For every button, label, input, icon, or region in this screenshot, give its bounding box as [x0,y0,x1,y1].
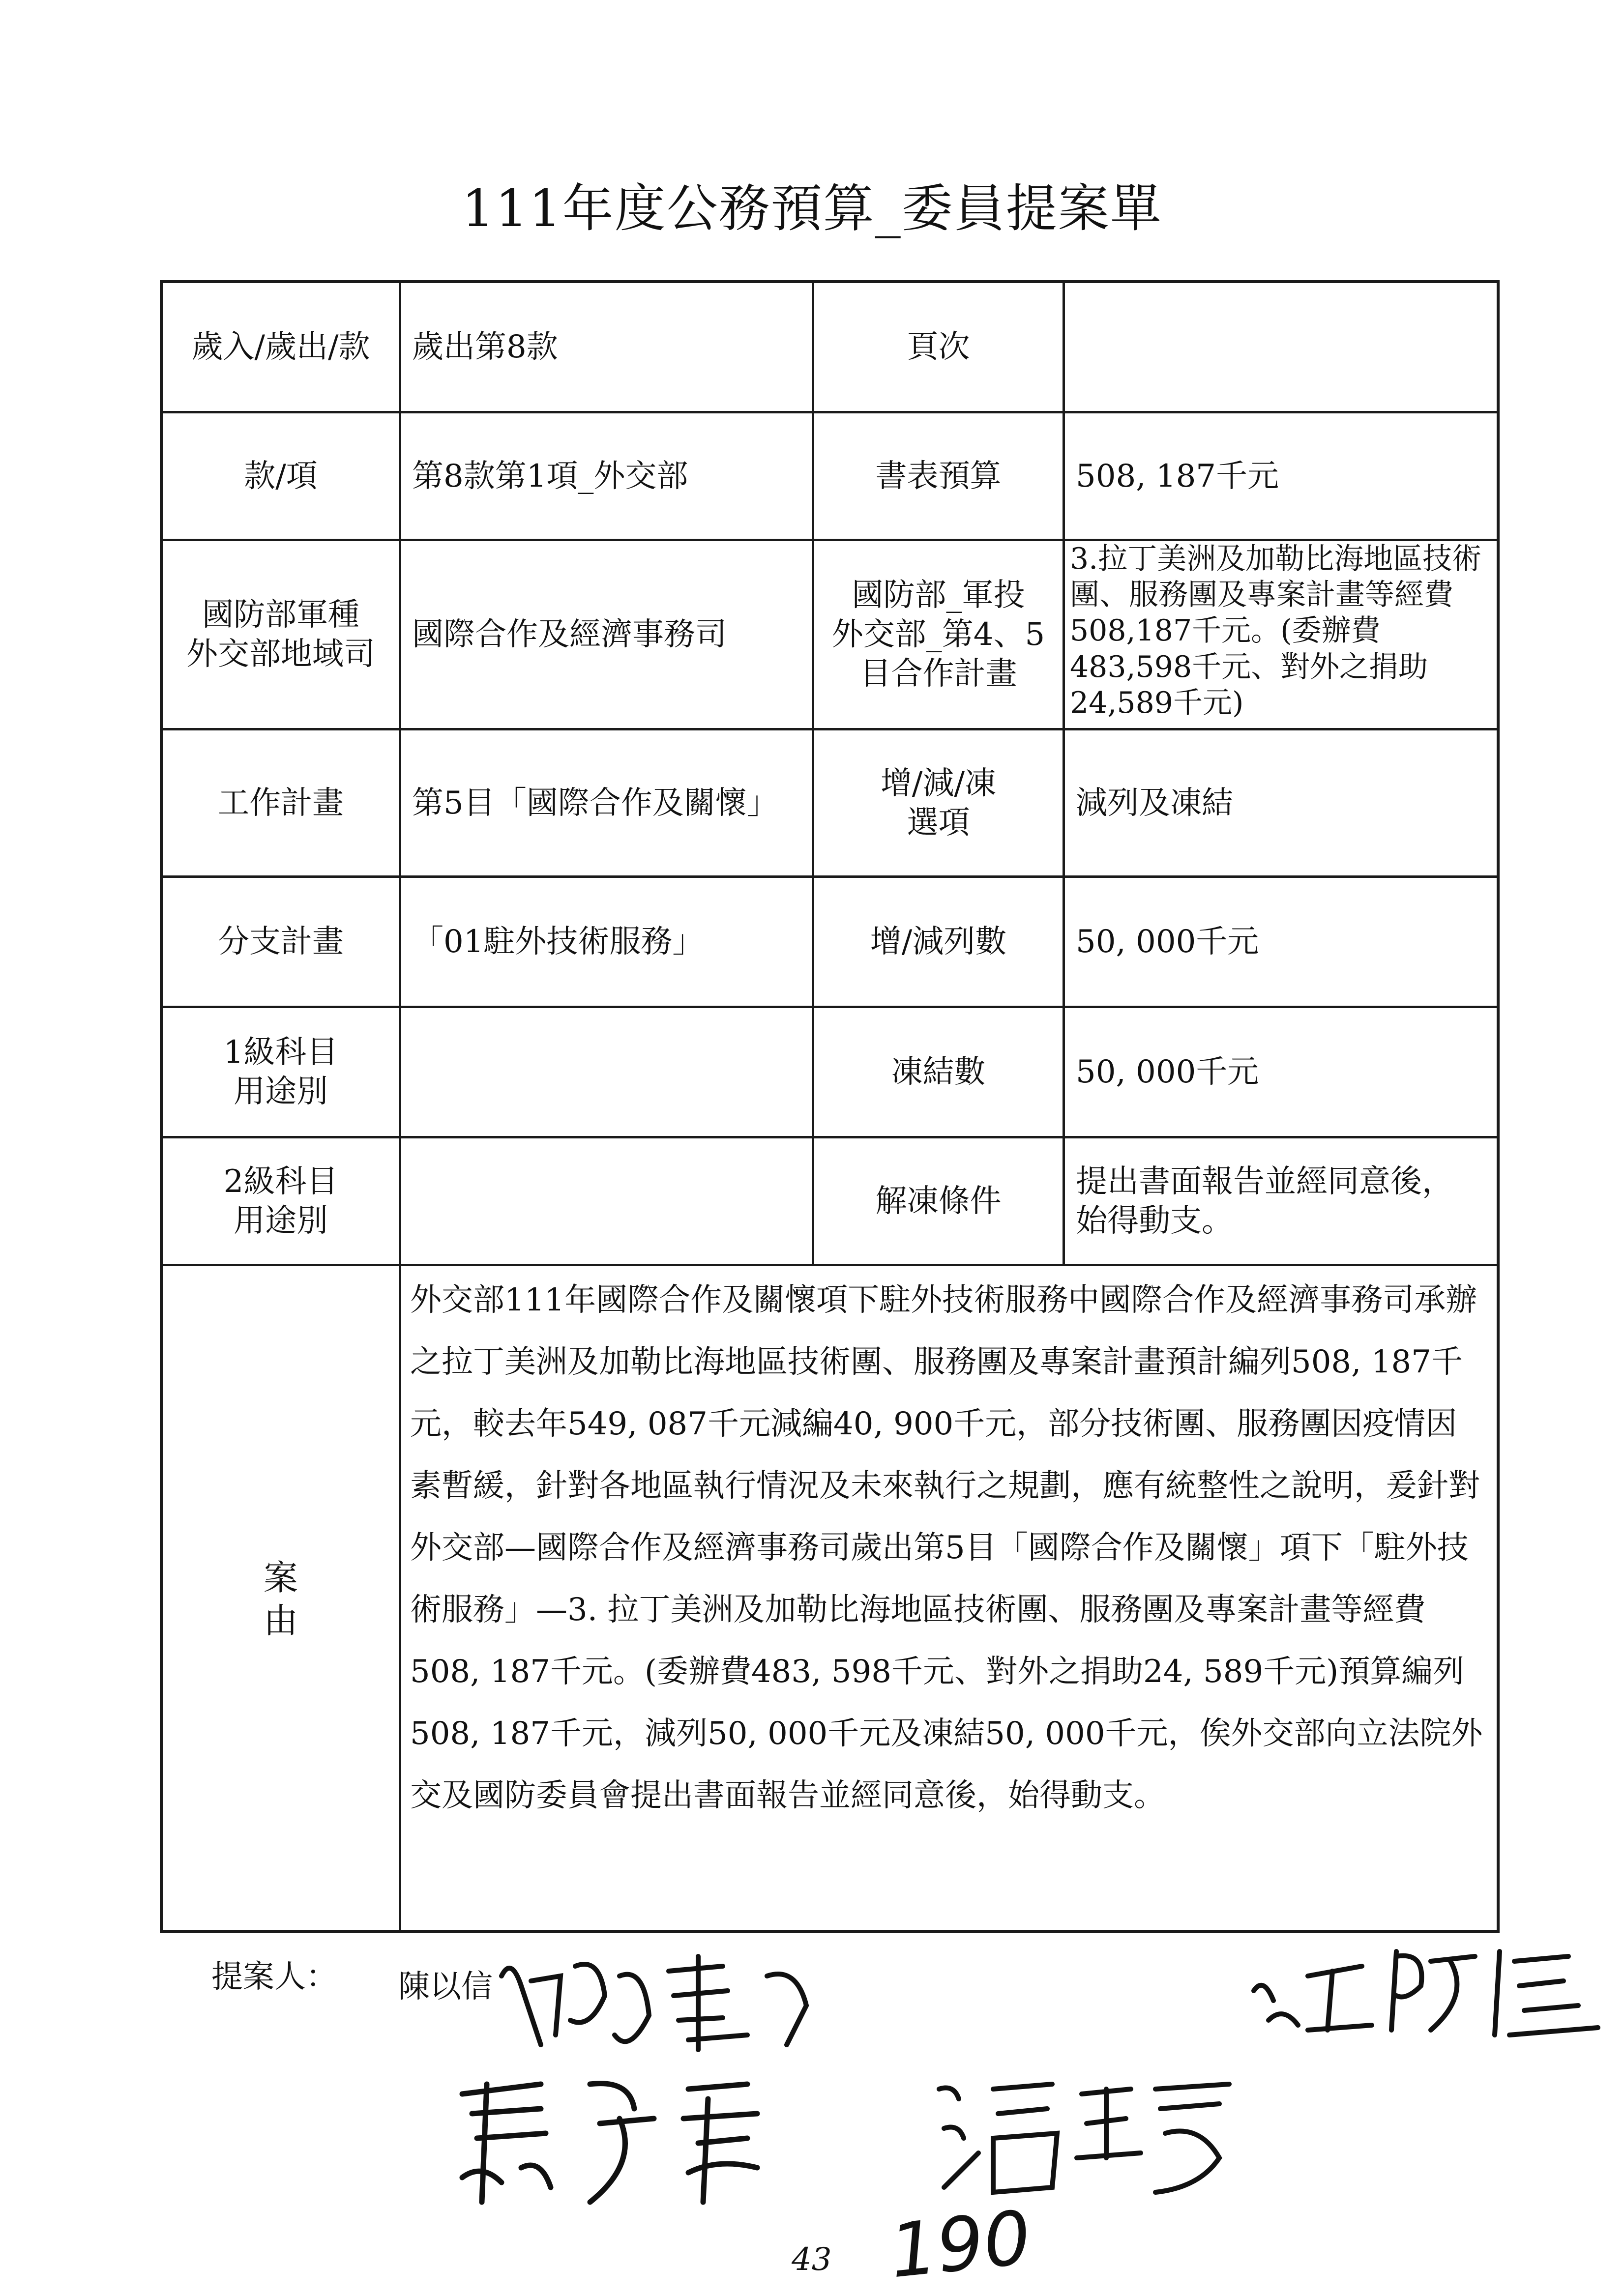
value-cooperation-plan: 3.拉丁美洲及加勒比海地區技術團、服務團及專案計畫等經費508,187千元。(委辦費483,598千元、對外之捐助24,589千元) [1070,542,1482,720]
label-level2-subject: 2級科目 用途別 [223,1163,338,1239]
page-title: 111年度公務預算_委員提案單 [462,178,1162,238]
label-section-item: 款/項 [244,458,318,494]
page-mark: 43 [792,2241,832,2278]
proposal-form-table [160,280,1500,1933]
page-number: 190 [886,2195,1035,2295]
label-level1-subject: 1級科目 用途別 [223,1034,338,1110]
value-work-plan: 第5目「國際合作及關懷」 [412,785,778,821]
value-budget: 508, 187千元 [1076,458,1279,494]
label-work-plan: 工作計畫 [218,785,344,821]
value-freeze-amount: 50, 000千元 [1076,1054,1259,1090]
proposer-label: 提案人： [211,1959,337,1995]
label-freeze-amount: 凍結數 [891,1054,986,1090]
value-unfreeze-condition: 提出書面報告並經同意後， 始得動支。 [1076,1163,1453,1239]
value-change-option: 減列及凍結 [1076,785,1233,821]
label-change-option: 增/減/凍 選項 [880,765,997,841]
signature-3 [443,2055,816,2217]
value-level2-subject [401,1138,812,1264]
value-level1-subject [401,1008,812,1136]
value-branch-plan: 「01駐外技術服務」 [412,924,704,960]
value-section-item: 第8款第1項_外交部 [412,458,688,494]
label-change-amount: 增/減列數 [870,924,1007,960]
label-branch-plan: 分支計畫 [218,924,344,960]
label-unfreeze-condition: 解凍條件 [875,1183,1002,1220]
label-page: 頁次 [907,329,970,365]
label-budget: 書表預算 [875,458,1002,494]
label-department: 國防部軍種 外交部地域司 [186,597,375,672]
label-revenue-expense: 歲入/歲出/款 [191,329,370,365]
proposer-name: 陳以信 [398,1969,493,2005]
signature-1 [492,1947,865,2069]
value-revenue-expense: 歲出第8款 [412,329,558,365]
signature-4 [924,2060,1269,2207]
value-change-amount: 50, 000千元 [1076,924,1259,960]
label-reason: 案由 [264,1557,377,1641]
value-department: 國際合作及經濟事務司 [412,616,727,653]
reason-text: 外交部111年國際合作及關懷項下駐外技術服務中國際合作及經濟事務司承辦之拉丁美洲及加勒比海地區技術團、服務團及專案計畫預計編列508, 187千元，較去年549, 087千元減編40, 900千元，部分技術團、服務團因疫情因素暫緩，針對各地區執行情況及未來執行之規劃，應有統整性之說明，爰針對外交部—國際合作及經濟事務司歲出第5目「國際合作及關懷」項下「駐外技術服務」—3. 拉丁美洲及加勒比海地區技術團、服務團及專案計畫等經費508, 187千元。(委辦費483, 598千元、對外之捐助24, 589千元)預算編列508, 187千元，減列50, 000千元及凍結50, 000千元，俟外交部向立法院外交及國防委員會提出書面報告並經同意後，始得動支。 [410,1282,1483,1814]
value-page [1065,283,1497,411]
signature-2 [1244,1932,1618,2050]
label-cooperation-plan: 國防部_軍投 外交部_第4、5 目合作計畫 [831,577,1045,692]
